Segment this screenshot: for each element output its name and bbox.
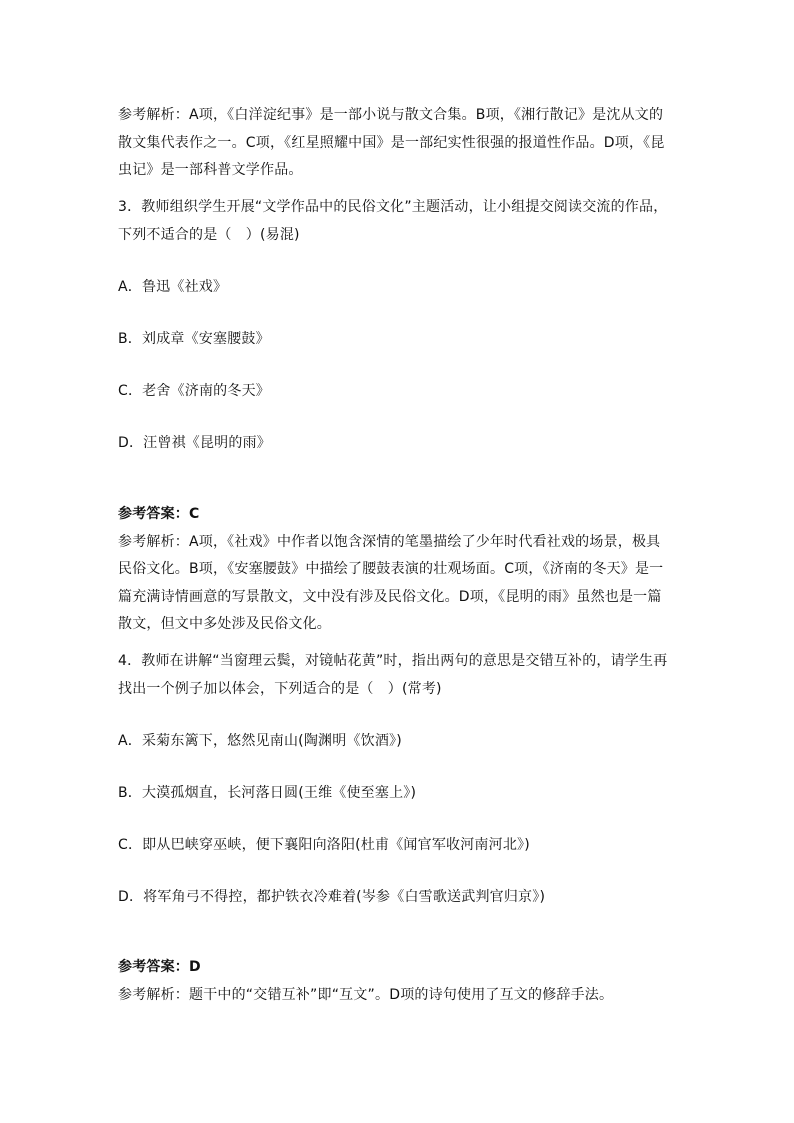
answer: 参考答案：C <box>118 506 200 522</box>
option-c: C．老舍《济南的冬天》 <box>118 383 270 399</box>
question-stem: 找出一个例子加以体会，下列适合的是（ ）(常考) <box>118 681 442 697</box>
analysis-line: 篇充满诗情画意的写景散文，文中没有涉及民俗文化。D项，《昆明的雨》虽然也是一篇 <box>118 589 662 605</box>
analysis-line: 散文，但文中多处涉及民俗文化。 <box>118 616 331 632</box>
analysis-line: 参考解析：A项，《白洋淀纪事》是一部小说与散文合集。B项，《湘行散记》是沈从文的 <box>118 107 664 123</box>
analysis-line: 散文集代表作之一。C项，《红星照耀中国》是一部纪实性很强的报道性作品。D项，《昆 <box>118 135 665 151</box>
option-d: D．汪曾祺《昆明的雨》 <box>118 435 271 451</box>
option-a: A．鲁迅《社戏》 <box>118 279 228 295</box>
analysis-line: 民俗文化。B项，《安塞腰鼓》中描绘了腰鼓表演的壮观场面。C项，《济南的冬天》是一 <box>118 561 664 577</box>
question-stem: 3．教师组织学生开展“文学作品中的民俗文化”主题活动，让小组提交阅读交流的作品， <box>118 199 668 215</box>
answer: 参考答案：D <box>118 959 201 975</box>
option-a: A．采菊东篱下，悠然见南山(陶渊明《饮酒》) <box>118 733 402 749</box>
option-b: B．大漠孤烟直，长河落日圆(王维《使至塞上》) <box>118 785 417 801</box>
option-b: B．刘成章《安塞腰鼓》 <box>118 331 270 347</box>
analysis-line: 参考解析：A项，《社戏》中作者以饱含深情的笔墨描绘了少年时代看社戏的场景，极具 <box>118 534 661 550</box>
option-d: D．将军角弓不得控，都护铁衣冷难着(岑参《白雪歌送武判官归京》) <box>118 889 546 905</box>
analysis-line: 虫记》是一部科普文学作品。 <box>118 162 303 178</box>
question-stem: 下列不适合的是（ ）(易混) <box>118 227 300 243</box>
question-stem: 4．教师在讲解“当窗理云鬓，对镜帖花黄”时，指出两句的意思是交错互补的，请学生再 <box>118 653 668 669</box>
analysis-line: 参考解析：题干中的“交错互补”即“互文”。D项的诗句使用了互文的修辞手法。 <box>118 987 614 1003</box>
option-c: C．即从巴峡穿巫峡，便下襄阳向洛阳(杜甫《闻官军收河南河北》) <box>118 837 530 853</box>
